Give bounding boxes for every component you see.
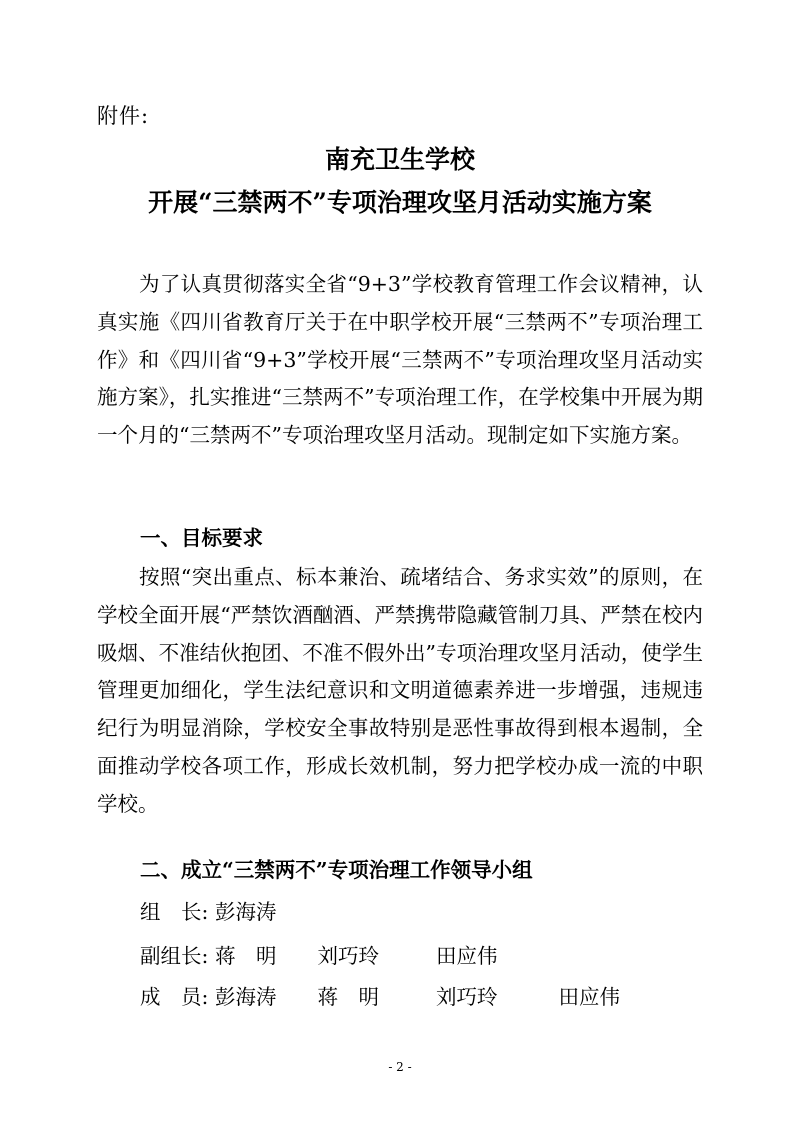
paragraph-intro: 为了认真贯彻落实全省“9+3”学校教育管理工作会议精神，认真实施《四川省教育厅关于在中职学校开展“三禁两不”专项治理工作》和《四川省“9+3”学校开展“三禁两不”专项治理攻坚月活动实施方案》，扎实推进“三禁两不”专项治理工作，在学校集中开展为期一个月的“三禁两不”专项治理攻坚月活动。现制定如下实施方案。 — [97, 272, 703, 448]
leader-name: 彭海涛 — [214, 900, 277, 924]
members-row — [140, 978, 620, 1016]
member-name: 彭海涛 — [214, 985, 277, 1009]
member-name: 蒋 明 — [317, 985, 379, 1009]
paragraph-goals: 按照“突出重点、标本兼治、疏堵结合、务求实效”的原则，在学校全面开展“严禁饮酒酗酒、严禁携带隐藏管制刀具、严禁在校内吸烟、不准结伙抱团、不准不假外出”专项治理攻坚月活动，使学生管理更加细化，学生法纪意识和文明道德素养进一步增强，违规违纪行为明显消除，学校安全事故特别是恶性事故得到根本遏制，全面推动学校各项工作，形成长效机制，努力把学校办成一流的中职学校。 — [97, 565, 703, 816]
attachment-label: 附件: — [97, 104, 150, 128]
heading-goals: 一、目标要求 — [140, 526, 263, 550]
deputy-name: 蒋 明 — [214, 944, 277, 968]
deputy-role: 副组长: — [140, 944, 209, 968]
member-name: 田应伟 — [558, 985, 621, 1009]
members-role: 成 员: — [140, 985, 209, 1009]
leader-row — [140, 893, 276, 931]
heading-leadership-group: 二、成立“三禁两不”专项治理工作领导小组 — [140, 858, 533, 882]
leader-role: 组 长: — [140, 900, 209, 924]
title-school-name: 南充卫生学校 — [324, 145, 475, 174]
deputy-name: 田应伟 — [436, 944, 498, 968]
deputy-row — [140, 937, 498, 975]
deputy-name: 刘巧玲 — [317, 944, 379, 968]
title-plan-name: 开展“三禁两不”专项治理攻坚月活动实施方案 — [148, 188, 652, 217]
page-number: - 2 - — [388, 1060, 412, 1074]
member-name: 刘巧玲 — [436, 985, 498, 1009]
